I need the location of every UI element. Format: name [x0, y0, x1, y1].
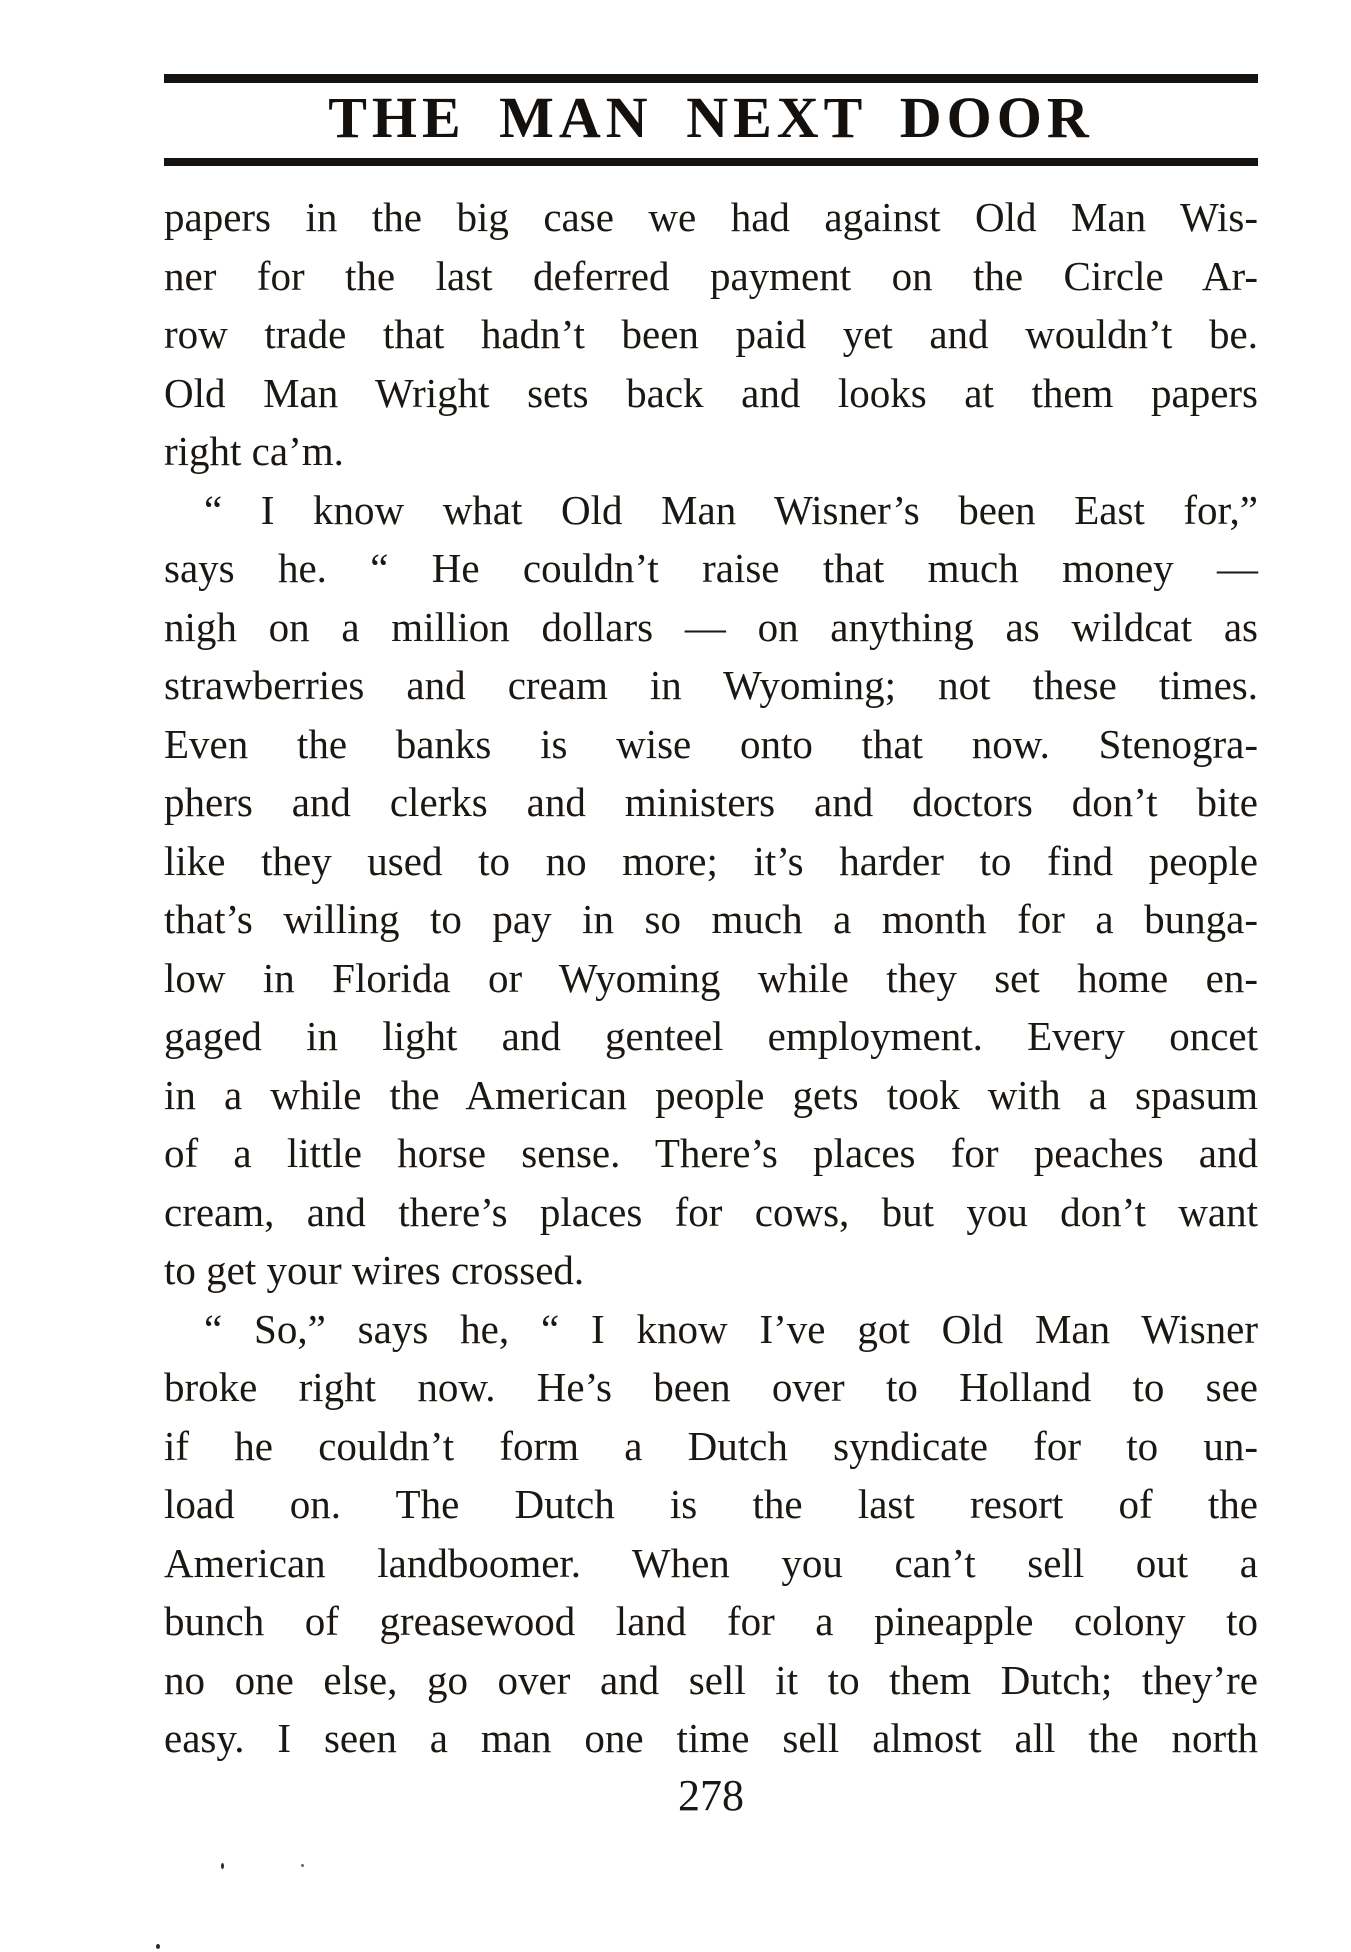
scan-speck	[301, 1864, 304, 1867]
text-line: that’s willing to pay in so much a month for a bunga-	[164, 896, 1258, 942]
text-line: papers in the big case we had against Old Man Wis-	[164, 194, 1258, 240]
header-rule-bottom	[164, 158, 1258, 166]
page-number: 278	[678, 1771, 744, 1820]
text-line: broke right now. He’s been over to Holland to see	[164, 1364, 1258, 1410]
text-line: Even the banks is wise onto that now. Stenogra-	[164, 720, 1258, 767]
body-text	[164, 188, 1258, 1768]
text-line: “ So,” says he, “ I know I’ve got Old Man Wisner	[204, 1305, 1258, 1352]
text-line: gaged in light and genteel employment. Every oncet	[164, 1013, 1258, 1059]
text-line: no one else, go over and sell it to them Dutch; they’re	[164, 1656, 1258, 1703]
text-line: phers and clerks and ministers and doctors don’t bite	[164, 779, 1258, 825]
text-line: American landboomer. When you can’t sell out a	[164, 1539, 1258, 1586]
text-line: like they used to no more; it’s harder to find people	[164, 837, 1258, 884]
text-line: nigh on a million dollars — on anything as wildcat as	[164, 603, 1258, 650]
header-rule-top	[164, 74, 1258, 83]
scan-speck	[221, 1863, 224, 1869]
text-line: row trade that hadn’t been paid yet and wouldn’t be.	[164, 311, 1258, 357]
text-line: easy. I seen a man one time sell almost all the north	[164, 1715, 1258, 1761]
text-line: ner for the last deferred payment on the Circle Ar-	[164, 252, 1258, 299]
text-line: bunch of greasewood land for a pineapple colony to	[164, 1598, 1258, 1644]
text-line: right ca’m.	[164, 428, 344, 474]
text-line: to get your wires crossed.	[164, 1247, 585, 1293]
page-title: THE MAN NEXT DOOR	[328, 85, 1094, 150]
text-line: strawberries and cream in Wyoming; not these times.	[164, 662, 1258, 708]
scan-speck	[156, 1944, 160, 1949]
text-line: low in Florida or Wyoming while they set home en-	[164, 954, 1258, 1001]
text-line: Old Man Wright sets back and looks at them papers	[164, 369, 1258, 416]
text-line: cream, and there’s places for cows, but you don’t want	[164, 1188, 1258, 1235]
text-line: in a while the American people gets took with a spasum	[164, 1071, 1258, 1118]
text-line: “ I know what Old Man Wisner’s been East for,”	[204, 486, 1258, 533]
text-line: if he couldn’t form a Dutch syndicate for to un-	[164, 1422, 1258, 1469]
text-line: says he. “ He couldn’t raise that much money —	[164, 545, 1258, 591]
text-line: of a little horse sense. There’s places for peaches and	[164, 1130, 1258, 1176]
text-line: load on. The Dutch is the last resort of the	[164, 1481, 1258, 1527]
